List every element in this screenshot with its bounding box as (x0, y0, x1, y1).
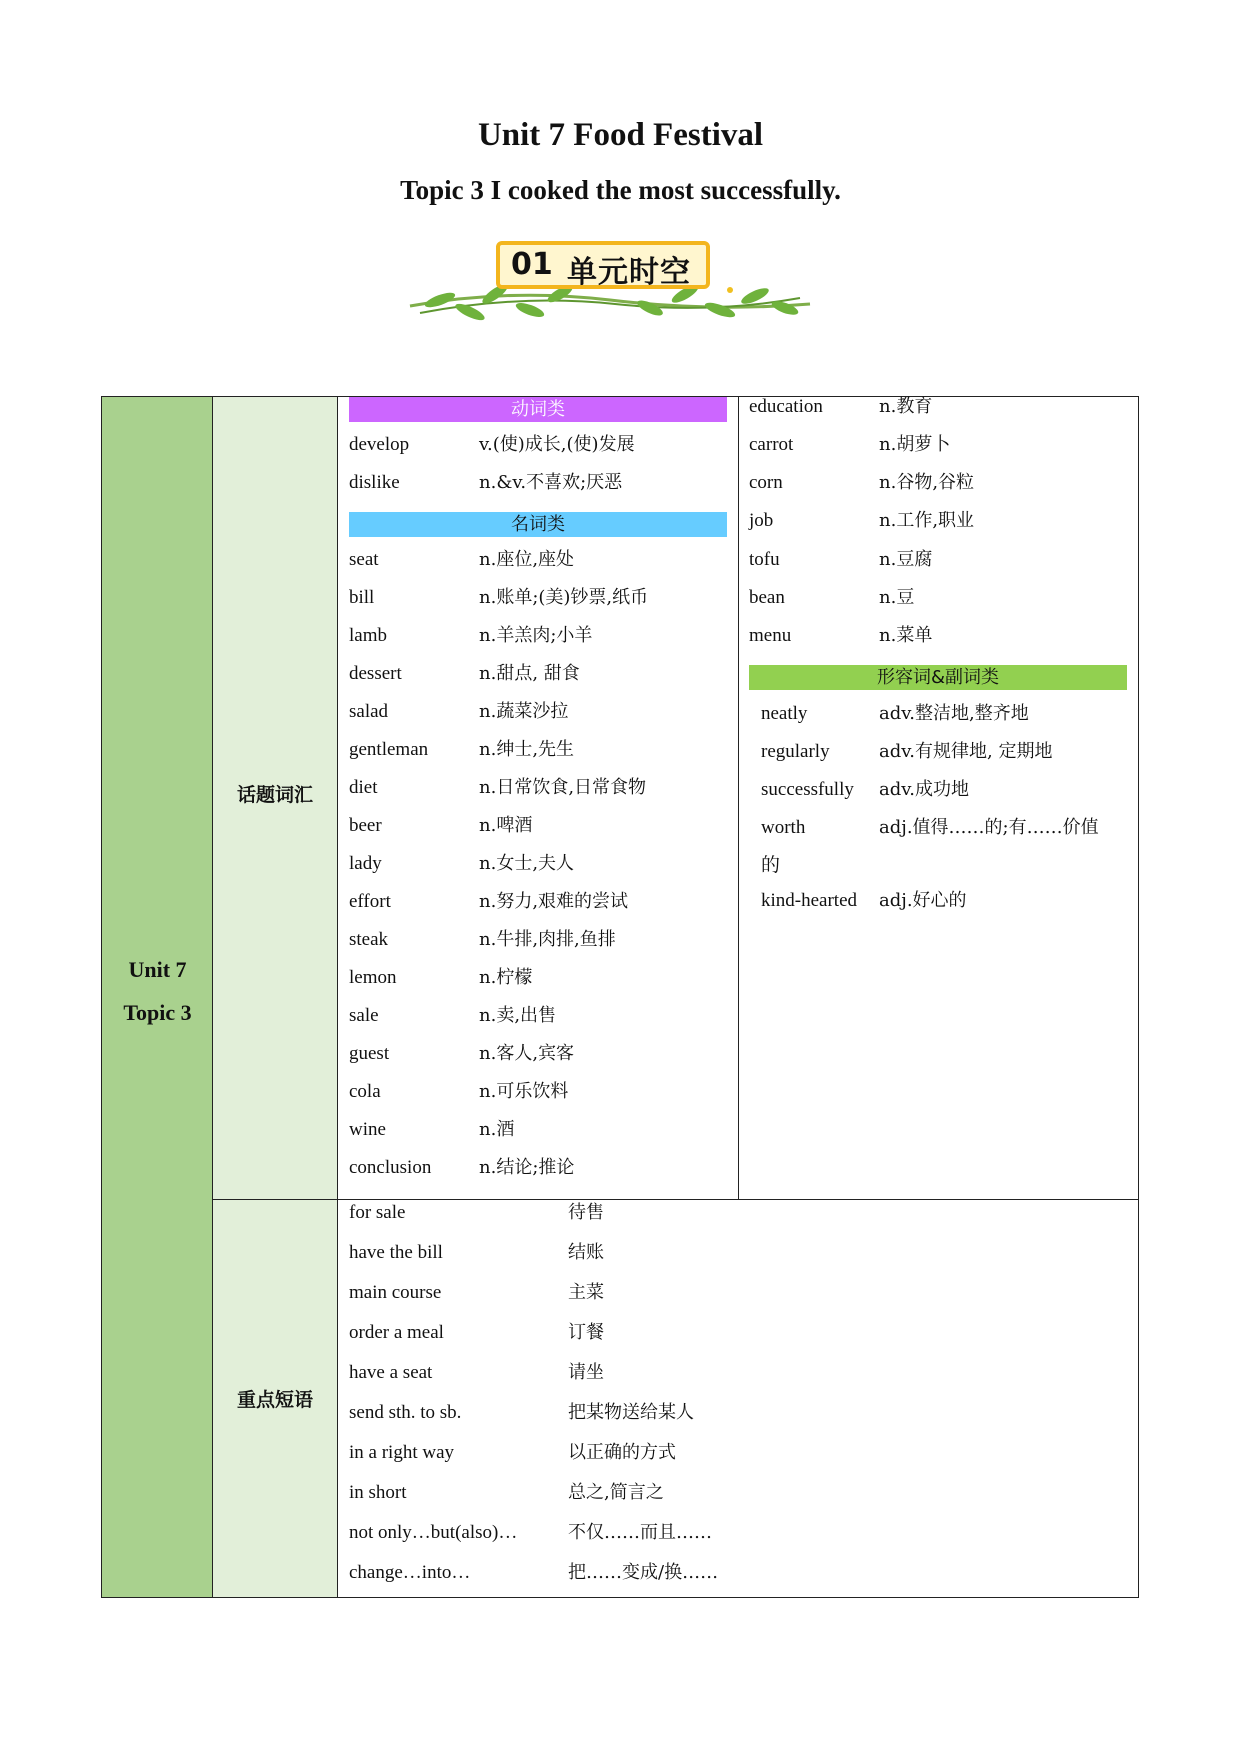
word: gentleman (349, 739, 429, 760)
unit-column (102, 397, 213, 1597)
meaning: n.蔬菜沙拉 (479, 701, 569, 722)
phrase-en: for sale (349, 1202, 406, 1223)
word: beer (349, 815, 382, 836)
topic-label: Topic 3 (123, 1000, 192, 1025)
phrase-en: in short (349, 1482, 407, 1503)
meaning: adv.有规律地, 定期地 (879, 741, 1053, 762)
phrase-en: main course (349, 1282, 442, 1303)
meaning: n.座位,座处 (479, 549, 575, 570)
meaning: n.酒 (479, 1119, 515, 1140)
meaning: n.羊羔肉;小羊 (479, 625, 593, 646)
banner-number: 01 (511, 247, 553, 282)
phrase-zh: 请坐 (568, 1362, 604, 1383)
phrase-en: in a right way (349, 1442, 455, 1463)
word: dessert (349, 663, 402, 684)
phrase-en: send sth. to sb. (349, 1402, 462, 1423)
word: worth (761, 817, 806, 838)
word: bean (749, 587, 785, 608)
section-banner (400, 238, 820, 328)
meaning: adj.值得……的;有……价值 (879, 817, 1099, 838)
meaning: n.绅士,先生 (479, 739, 575, 760)
meaning: n.牛排,肉排,鱼排 (479, 929, 616, 950)
word: bill (349, 587, 375, 608)
word: tofu (749, 549, 780, 570)
vocab-category-cell (213, 397, 338, 1199)
meaning: n.卖,出售 (479, 1005, 557, 1026)
meaning: n.谷物,谷粒 (879, 472, 975, 493)
phrase-zh: 以正确的方式 (568, 1442, 676, 1463)
word: conclusion (349, 1157, 432, 1178)
word: menu (749, 625, 792, 646)
meaning: n.账单;(美)钞票,纸币 (479, 587, 649, 608)
banner-label: 单元时空 (567, 255, 691, 290)
word: effort (349, 891, 391, 912)
phrase-zh: 把某物送给某人 (568, 1402, 694, 1423)
meaning: n.教育 (879, 396, 933, 417)
word: salad (349, 701, 389, 722)
meaning: v.(使)成长,(使)发展 (479, 434, 635, 455)
word: guest (349, 1043, 390, 1064)
word: lamb (349, 625, 387, 646)
meaning: n.柠檬 (479, 967, 533, 988)
meaning: adj.好心的 (879, 890, 967, 911)
verb-header: 动词类 (349, 397, 727, 422)
word: seat (349, 549, 379, 570)
meaning: n.女士,夫人 (479, 853, 575, 874)
phrase-zh: 不仅……而且…… (568, 1522, 712, 1543)
meaning: n.甜点, 甜食 (479, 663, 580, 684)
unit-label: Unit 7 (128, 957, 187, 982)
phrase-en: order a meal (349, 1322, 444, 1343)
meaning: n.&v.不喜欢;厌恶 (479, 472, 623, 493)
phrase-zh: 把……变成/换…… (568, 1562, 719, 1583)
phrase-zh: 结账 (568, 1242, 604, 1263)
word: wine (349, 1119, 386, 1140)
phrase-en: not only…but(also)… (349, 1522, 518, 1543)
word: corn (749, 472, 783, 493)
adj-adv-header: 形容词&副词类 (749, 665, 1127, 690)
meaning: adv.成功地 (879, 779, 970, 800)
meaning: n.工作,职业 (879, 510, 975, 531)
phrase-zh: 订餐 (568, 1322, 604, 1343)
meaning: n.客人,宾客 (479, 1043, 575, 1064)
word: diet (349, 777, 378, 798)
meaning: n.日常饮食,日常食物 (479, 777, 647, 798)
word: neatly (761, 703, 808, 724)
meaning: n.豆 (879, 587, 915, 608)
word: carrot (749, 434, 794, 455)
phrase-zh: 总之,简言之 (568, 1482, 664, 1503)
word: successfully (761, 779, 854, 800)
word: regularly (761, 741, 830, 762)
meaning: n.结论;推论 (479, 1157, 575, 1178)
phrase-en: have the bill (349, 1242, 443, 1263)
column-divider (738, 397, 739, 1199)
vocabulary-table (101, 396, 1139, 1598)
noun-header: 名词类 (349, 512, 727, 537)
phrase-en: have a seat (349, 1362, 433, 1383)
word: steak (349, 929, 389, 950)
meaning: n.努力,艰难的尝试 (479, 891, 629, 912)
word: dislike (349, 472, 400, 493)
word: sale (349, 1005, 379, 1026)
word: cola (349, 1081, 381, 1102)
word: job (749, 510, 774, 531)
word: develop (349, 434, 410, 455)
page-subtitle: Topic 3 I cooked the most successfully. (400, 175, 841, 205)
meaning: n.菜单 (879, 625, 933, 646)
phrase-zh: 待售 (568, 1202, 604, 1223)
word: kind-hearted (761, 890, 858, 911)
meaning: n.胡萝卜 (879, 434, 951, 455)
vocab-category-label: 话题词汇 (236, 784, 313, 806)
phrase-category-label: 重点短语 (236, 1389, 313, 1411)
meaning: n.豆腐 (879, 549, 933, 570)
meaning: n.啤酒 (479, 815, 533, 836)
wrap-text: 的 (761, 855, 781, 876)
phrase-en: change…into… (349, 1562, 471, 1583)
page-title: Unit 7 Food Festival (477, 117, 764, 153)
word: lemon (349, 967, 397, 988)
meaning: n.可乐饮料 (479, 1081, 569, 1102)
word: education (749, 396, 823, 417)
phrase-zh: 主菜 (568, 1282, 604, 1303)
phrase-category-cell (213, 1200, 338, 1597)
word: lady (349, 853, 382, 874)
meaning: adv.整洁地,整齐地 (879, 703, 1029, 724)
